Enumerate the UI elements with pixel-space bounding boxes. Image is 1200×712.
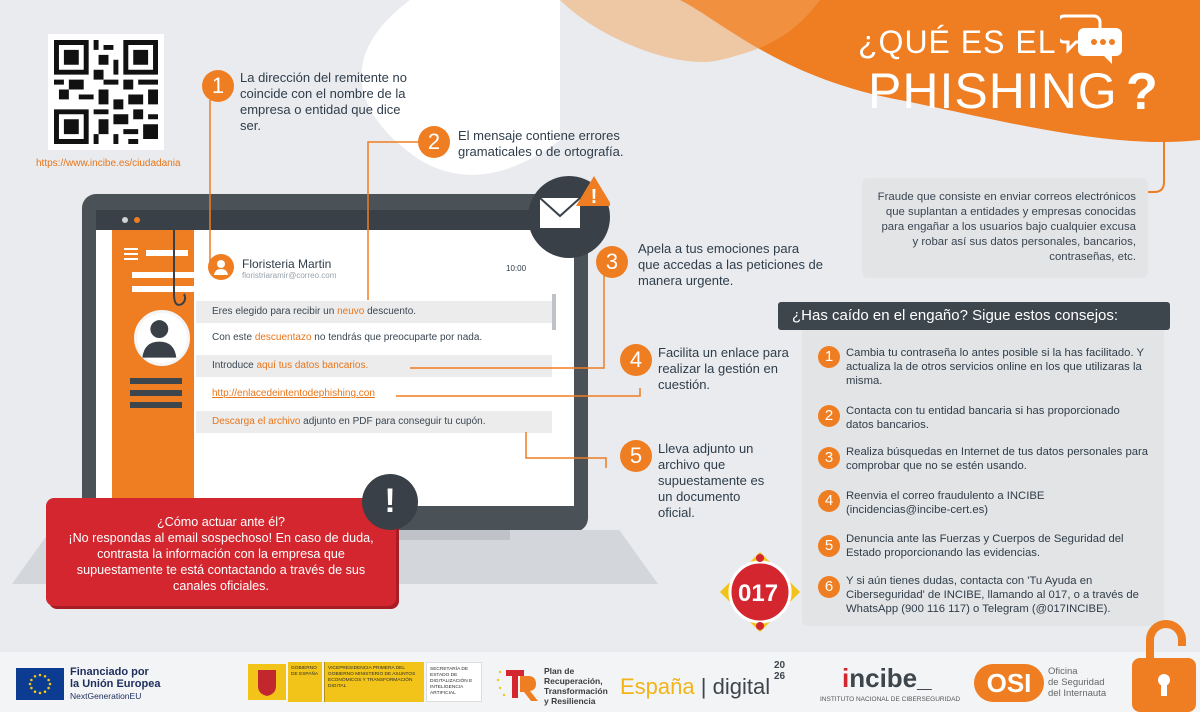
- step-badge-5: 5: [620, 440, 652, 472]
- envelope-badge: [528, 176, 610, 258]
- sender-name: Floristeria Martin: [242, 257, 332, 271]
- envelope-alert-icon: [528, 176, 610, 258]
- menu-icon[interactable]: [124, 248, 138, 250]
- svg-text:!: !: [590, 186, 598, 208]
- email-line: Descarga el archivo adjunto en PDF para conseguir tu cupón.: [196, 411, 552, 433]
- email-line: Eres elegido para recibir un neuvo descuento.: [196, 301, 552, 323]
- gob-text-1: GOBIERNO DE ESPAÑA: [288, 662, 322, 702]
- advice-badge-1: 1: [818, 346, 840, 368]
- page-title-line2: PHISHING: [868, 63, 1118, 119]
- prtr-text: Plan de Recuperación, Transformación y Resiliencia: [544, 666, 608, 706]
- step-text-4: Facilita un enlace para realizar la gestión en cuestión.: [658, 345, 789, 392]
- incibe-logo: incibe_: [842, 663, 932, 693]
- hotline-number: 017: [738, 580, 779, 607]
- advice-text-3: Realiza búsquedas en Internet de tus datos personales para comprobar que no se estén usando.: [846, 446, 1149, 472]
- advice-badge-4: 4: [818, 490, 840, 512]
- user-avatar: [134, 310, 190, 366]
- open-padlock-icon: [1128, 618, 1200, 712]
- advice-badge-6: 6: [818, 576, 840, 598]
- email-line: Introduce aquí tus datos bancarios.: [196, 355, 552, 377]
- person-icon: [208, 254, 234, 280]
- page-title-line1: ¿QUÉ ES EL: [858, 24, 1057, 60]
- eu-funding-line3: NextGenerationEU: [70, 691, 142, 701]
- eu-funding-line1: Financiado por: [70, 666, 149, 678]
- qr-code-icon: [54, 40, 158, 144]
- attachment-link[interactable]: Descarga el archivo: [212, 416, 301, 427]
- phishing-link-text[interactable]: aquí tus datos bancarios.: [256, 360, 369, 371]
- definition-box: Fraude que consiste en enviar correos electrónicos que suplantan a entidades y empresas conocidas para engañar a los usuarios bajo cualquier excusa y robar así sus datos personales, bancarios, contraseñas, etc.: [862, 178, 1148, 278]
- step-badge-2: 2: [418, 126, 450, 158]
- step-text-5: Lleva adjunto un archivo que supuestamente es un documento oficial.: [658, 441, 765, 520]
- step-badge-1: 1: [202, 70, 234, 102]
- osi-logo: OSI: [974, 664, 1044, 702]
- prtr-logo: [496, 664, 540, 702]
- sender-avatar: [208, 254, 234, 280]
- spain-shield-icon: [248, 664, 286, 700]
- step-badge-3: 3: [596, 246, 628, 278]
- email-time: 10:00: [506, 264, 527, 273]
- advice-text-2: Contacta con tu entidad bancaria si has proporcionado datos bancarios.: [846, 405, 1120, 431]
- chat-bubbles-icon: [1060, 12, 1124, 66]
- incibe-subtitle: INSTITUTO NACIONAL DE CIBERSEGURIDAD: [820, 696, 961, 703]
- email-line: Con este descuentazo no tendrás que preocuparte por nada.: [212, 332, 483, 343]
- gobierno-logo: [246, 660, 482, 704]
- gob-text-3: SECRETARÍA DE ESTADO DE DIGITALIZACIÓN E INTELIGENCIA ARTIFICIAL: [426, 662, 482, 702]
- advice-badge-5: 5: [818, 535, 840, 557]
- eu-funding-line2: la Unión Europea: [70, 678, 161, 690]
- step-text-3: Apela a tus emociones para que accedas a las peticiones de manera urgente.: [638, 241, 824, 288]
- warning-text: ¡No respondas al email sospechoso! En caso de duda, contrasta la información con la empresa que supuestamente te está contactando a través de sus canales oficiales.: [68, 531, 374, 593]
- advice-text-6: Y si aún tienes dudas, contacta con 'Tu Ayuda en Ciberseguridad' de INCIBE, llamando al 017, o a través de WhatsApp (900 116 117) o Telegram (@017INCIBE).: [846, 575, 1139, 615]
- step-badge-4: 4: [620, 344, 652, 376]
- step-text-2: El mensaje contiene errores gramaticales o de ortografía.: [458, 128, 624, 159]
- exclamation-icon: !: [362, 474, 418, 530]
- email-scrollbar[interactable]: [552, 294, 556, 330]
- advice-badge-3: 3: [818, 447, 840, 469]
- step-text-1: La dirección del remitente no coincide con el nombre de la empresa o entidad que dice ser.: [240, 70, 407, 133]
- sender-email: floristriaramir@correo.com: [242, 271, 337, 280]
- fishing-hook-icon: [162, 224, 188, 314]
- warning-box: [46, 498, 396, 606]
- advice-badge-2: 2: [818, 405, 840, 427]
- email-line: [196, 383, 552, 405]
- window-dot: [122, 217, 128, 223]
- osi-text: Oficina de Seguridad del Internauta: [1048, 666, 1107, 699]
- espana-digital-year: 20 26: [774, 660, 786, 682]
- advice-text-1: Cambia tu contraseña lo antes posible si la has facilitado. Y actualiza la de otros servicios online en los que utilizaras la misma.: [846, 347, 1144, 387]
- advice-text-5: Denuncia ante las Fuerzas y Cuerpos de Seguridad del Estado proporcionando las evidencias.: [846, 533, 1124, 559]
- user-silhouette-icon: [137, 313, 187, 363]
- gob-text-2: VICEPRESIDENCIA PRIMERA DEL GOBIERNO MINISTERIO DE ASUNTOS ECONÓMICOS Y TRANSFORMACIÓN DIGITAL: [324, 662, 424, 702]
- advice-heading: ¿Has caído en el engaño? Sigue estos consejos:: [778, 302, 1170, 330]
- espana-digital-logo: España | digital: [620, 674, 771, 699]
- warning-title: ¿Cómo actuar ante él?: [156, 515, 286, 529]
- window-dot: [134, 217, 140, 223]
- qr-code[interactable]: [48, 34, 164, 150]
- eu-flag-icon: [16, 668, 64, 700]
- phishing-link[interactable]: http://enlacedeintentodephishing.con: [212, 388, 375, 399]
- advice-text-4: Reenvia el correo fraudulento a INCIBE (incidencias@incibe-cert.es): [846, 490, 1045, 516]
- title-question-mark: ?: [1126, 63, 1158, 121]
- qr-url[interactable]: https://www.incibe.es/ciudadania: [36, 158, 181, 169]
